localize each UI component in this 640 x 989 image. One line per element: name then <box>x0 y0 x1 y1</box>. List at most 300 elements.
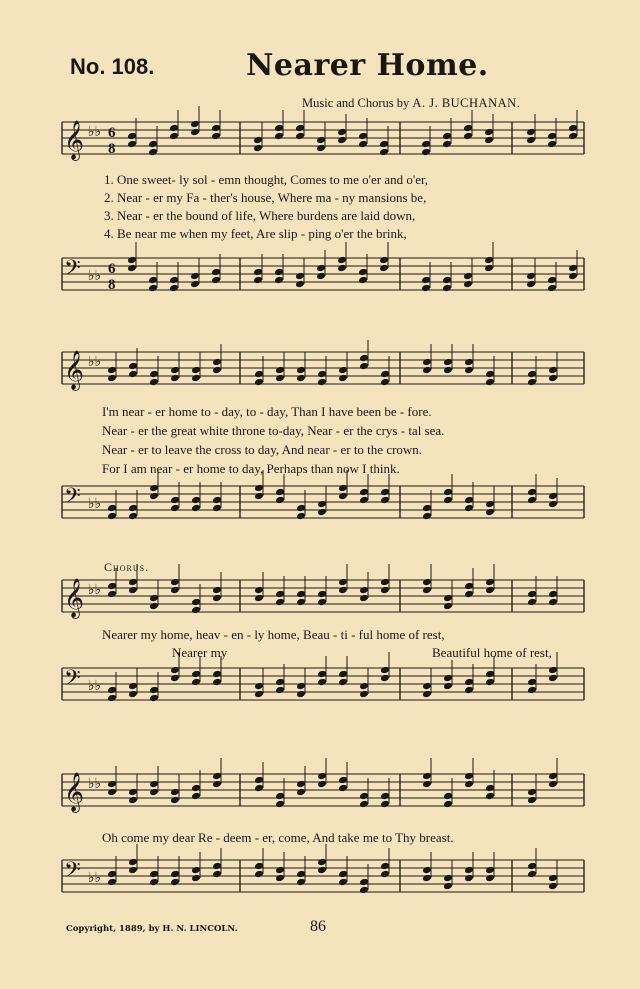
note-head <box>107 788 117 797</box>
key-signature-icon: ♭♭ <box>88 870 102 886</box>
note-head <box>464 590 474 599</box>
note-head <box>170 586 180 595</box>
note-head <box>170 870 180 879</box>
note-head <box>359 594 369 603</box>
note-head <box>464 358 474 367</box>
note-head <box>275 590 285 599</box>
note-head <box>170 578 180 587</box>
note-head <box>379 148 389 157</box>
hymn-title: Nearer Home. <box>246 48 489 83</box>
note-head <box>442 140 452 149</box>
note-head <box>128 866 138 875</box>
note-head <box>275 366 285 375</box>
note-head <box>149 686 159 695</box>
note-head <box>527 590 537 599</box>
chorus-soprano-lyric: Nearer my home, heav - en - ly home, Beau - ti - ful home of rest, <box>102 627 445 642</box>
note-head <box>443 366 453 375</box>
note-head <box>191 496 201 505</box>
note-head <box>358 276 368 285</box>
verse-4-line-1: 4. Be near me when my feet, Are slip - ping o'er the brink, <box>104 226 407 241</box>
note-head <box>211 276 221 285</box>
note-head <box>527 488 537 497</box>
note-head <box>212 358 222 367</box>
note-head <box>484 128 494 137</box>
note-head <box>191 866 201 875</box>
note-head <box>191 670 201 679</box>
note-head <box>464 504 474 513</box>
note-head <box>149 788 159 797</box>
note-head <box>275 686 285 695</box>
note-head <box>317 598 327 607</box>
key-signature-icon: ♭♭ <box>88 268 102 284</box>
note-head <box>359 878 369 887</box>
note-head <box>547 276 557 285</box>
note-head <box>212 772 222 781</box>
note-head <box>443 594 453 603</box>
note-head <box>295 272 305 281</box>
note-head <box>317 508 327 517</box>
verse-2-line-2: Near - er the great white throne to-day, Near - er the crys - tal sea. <box>102 423 445 438</box>
note-head <box>128 512 138 521</box>
note-head <box>337 264 347 273</box>
treble-clef-icon: 𝄞 <box>64 578 85 618</box>
note-head <box>421 140 431 149</box>
note-head <box>190 120 200 129</box>
note-head <box>253 268 263 277</box>
note-head <box>127 264 137 273</box>
note-head <box>526 136 536 145</box>
note-head <box>527 378 537 387</box>
note-head <box>149 484 159 493</box>
note-head <box>380 586 390 595</box>
note-head <box>422 366 432 375</box>
note-head <box>296 788 306 797</box>
note-head <box>485 874 495 883</box>
note-head <box>317 772 327 781</box>
note-head <box>316 136 326 145</box>
note-head <box>568 124 578 133</box>
note-head <box>548 598 558 607</box>
note-head <box>527 686 537 695</box>
note-head <box>191 678 201 687</box>
note-head <box>358 140 368 149</box>
note-head <box>338 870 348 879</box>
credit-prefix: Music and Chorus by <box>302 96 410 110</box>
note-head <box>526 128 536 137</box>
note-head <box>547 284 557 293</box>
note-head <box>485 670 495 679</box>
key-signature-icon: ♭♭ <box>88 678 102 694</box>
note-head <box>464 496 474 505</box>
note-head <box>548 590 558 599</box>
note-head <box>317 670 327 679</box>
note-head <box>128 690 138 699</box>
note-head <box>317 500 327 509</box>
note-head <box>380 578 390 587</box>
note-head <box>191 366 201 375</box>
bass-clef-icon: 𝄢 <box>64 666 81 696</box>
note-head <box>526 280 536 289</box>
note-head <box>464 678 474 687</box>
note-head <box>170 366 180 375</box>
note-head <box>464 772 474 781</box>
note-head <box>169 132 179 141</box>
note-head <box>149 780 159 789</box>
note-head <box>190 280 200 289</box>
note-head <box>127 132 137 141</box>
note-head <box>485 866 495 875</box>
note-head <box>442 132 452 141</box>
note-head <box>149 594 159 603</box>
treble-staff-3 <box>0 576 640 620</box>
note-head <box>128 362 138 371</box>
note-head <box>421 276 431 285</box>
note-head <box>464 874 474 883</box>
note-head <box>422 504 432 513</box>
note-head <box>359 586 369 595</box>
note-head <box>170 504 180 513</box>
note-head <box>149 378 159 387</box>
note-head <box>128 586 138 595</box>
note-head <box>295 124 305 133</box>
note-head <box>548 366 558 375</box>
note-head <box>316 144 326 153</box>
note-head <box>254 776 264 785</box>
verse-4-line-2: For I am near - er home to day, Perhaps than now I think. <box>102 461 400 476</box>
key-signature-icon: ♭♭ <box>88 496 102 512</box>
note-head <box>443 792 453 801</box>
note-head <box>212 594 222 603</box>
note-head <box>568 132 578 141</box>
note-head <box>359 488 369 497</box>
note-head <box>527 678 537 687</box>
note-head <box>380 674 390 683</box>
note-head <box>296 590 306 599</box>
note-head <box>422 866 432 875</box>
note-head <box>443 682 453 691</box>
note-head <box>442 276 452 285</box>
note-head <box>443 488 453 497</box>
note-head <box>274 132 284 141</box>
note-head <box>316 272 326 281</box>
note-head <box>359 354 369 363</box>
note-head <box>127 140 137 149</box>
note-head <box>254 682 264 691</box>
note-head <box>422 690 432 699</box>
treble-clef-icon: 𝄞 <box>64 120 85 160</box>
note-head <box>254 586 264 595</box>
note-head <box>275 488 285 497</box>
note-head <box>191 874 201 883</box>
note-head <box>190 272 200 281</box>
note-head <box>337 128 347 137</box>
note-head <box>485 370 495 379</box>
note-head <box>338 366 348 375</box>
note-head <box>380 378 390 387</box>
note-head <box>359 362 369 371</box>
note-head <box>212 586 222 595</box>
note-head <box>380 666 390 675</box>
note-head <box>527 598 537 607</box>
note-head <box>253 136 263 145</box>
note-head <box>212 780 222 789</box>
note-head <box>212 670 222 679</box>
note-head <box>148 140 158 149</box>
key-signature-icon: ♭♭ <box>88 354 102 370</box>
verse-1-line-2: I'm near - er home to - day, to - day, Than I have been be - fore. <box>102 404 432 419</box>
treble-staff-1 <box>0 118 640 162</box>
note-head <box>275 792 285 801</box>
note-head <box>337 256 347 265</box>
note-head <box>107 870 117 879</box>
note-head <box>254 870 264 879</box>
note-head <box>338 670 348 679</box>
note-head <box>485 378 495 387</box>
note-head <box>548 882 558 891</box>
note-head <box>254 484 264 493</box>
note-head <box>107 590 117 599</box>
note-head <box>463 132 473 141</box>
note-head <box>338 586 348 595</box>
note-head <box>527 496 537 505</box>
note-head <box>422 512 432 521</box>
note-head <box>443 674 453 683</box>
note-head <box>149 694 159 703</box>
note-head <box>275 866 285 875</box>
note-head <box>548 780 558 789</box>
bass-clef-icon: 𝄢 <box>64 256 81 286</box>
note-head <box>211 132 221 141</box>
note-head <box>485 784 495 793</box>
note-head <box>128 504 138 513</box>
note-head <box>107 878 117 887</box>
bass-staff-2 <box>0 482 640 526</box>
key-signature-icon: ♭♭ <box>88 582 102 598</box>
note-head <box>296 780 306 789</box>
note-head <box>275 496 285 505</box>
note-head <box>149 878 159 887</box>
note-head <box>107 582 117 591</box>
note-head <box>274 268 284 277</box>
note-head <box>169 276 179 285</box>
note-head <box>548 772 558 781</box>
note-head <box>485 500 495 509</box>
note-head <box>317 858 327 867</box>
note-head <box>337 136 347 145</box>
note-head <box>254 378 264 387</box>
note-head <box>568 272 578 281</box>
note-head <box>317 780 327 789</box>
note-head <box>148 148 158 157</box>
note-head <box>128 858 138 867</box>
note-head <box>128 682 138 691</box>
note-head <box>359 800 369 809</box>
note-head <box>296 366 306 375</box>
note-head <box>421 148 431 157</box>
note-head <box>170 666 180 675</box>
bass-clef-icon: 𝄢 <box>64 858 81 888</box>
note-head <box>547 132 557 141</box>
treble-clef-icon: 𝄞 <box>64 772 85 812</box>
note-head <box>275 874 285 883</box>
note-head <box>275 598 285 607</box>
note-head <box>107 694 117 703</box>
note-head <box>296 374 306 383</box>
note-head <box>358 132 368 141</box>
note-head <box>170 496 180 505</box>
note-head <box>274 276 284 285</box>
note-head <box>170 374 180 383</box>
note-head <box>316 264 326 273</box>
note-head <box>338 578 348 587</box>
note-head <box>149 370 159 379</box>
note-head <box>253 276 263 285</box>
note-head <box>443 602 453 611</box>
note-head <box>443 800 453 809</box>
note-head <box>484 136 494 145</box>
note-head <box>254 862 264 871</box>
note-head <box>107 780 117 789</box>
note-head <box>212 678 222 687</box>
note-head <box>463 272 473 281</box>
chorus-bass-lyric-left: Nearer my <box>172 645 228 660</box>
note-head <box>296 512 306 521</box>
note-head <box>212 496 222 505</box>
note-head <box>254 690 264 699</box>
key-signature-icon: ♭♭ <box>88 124 102 140</box>
note-head <box>212 366 222 375</box>
note-head <box>548 374 558 383</box>
note-head <box>149 492 159 501</box>
note-head <box>421 284 431 293</box>
note-head <box>148 276 158 285</box>
note-head <box>295 280 305 289</box>
note-head <box>191 606 201 615</box>
chorus-lyric-line-2: Oh come my dear Re - deem - er, come, And take me to Thy breast. <box>102 830 454 845</box>
note-head <box>568 264 578 273</box>
note-head <box>128 796 138 805</box>
verse-3-line-2: Near - er to leave the cross to day, And near - er to the crown. <box>102 442 423 457</box>
note-head <box>527 796 537 805</box>
note-head <box>485 586 495 595</box>
bass-staff-4 <box>0 856 640 900</box>
note-head <box>338 484 348 493</box>
note-head <box>380 862 390 871</box>
note-head <box>379 256 389 265</box>
note-head <box>380 496 390 505</box>
note-head <box>169 284 179 293</box>
note-head <box>254 594 264 603</box>
note-head <box>149 870 159 879</box>
note-head <box>338 374 348 383</box>
note-head <box>212 504 222 513</box>
verse-3-line-1: 3. Near - er the bound of life, Where burdens are laid down, <box>104 208 416 223</box>
note-head <box>380 792 390 801</box>
note-head <box>464 866 474 875</box>
note-head <box>317 866 327 875</box>
note-head <box>485 578 495 587</box>
note-head <box>359 682 369 691</box>
note-head <box>485 508 495 517</box>
note-head <box>338 878 348 887</box>
verse-2-line-1: 2. Near - er my Fa - ther's house, Where ma - ny mansions be, <box>104 190 427 205</box>
note-head <box>274 124 284 133</box>
note-head <box>275 678 285 687</box>
note-head <box>464 686 474 695</box>
note-head <box>317 678 327 687</box>
chorus-bass-lyric-right: Beautiful home of rest, <box>432 645 552 660</box>
note-head <box>485 792 495 801</box>
note-head <box>275 800 285 809</box>
note-head <box>107 504 117 513</box>
note-head <box>484 264 494 273</box>
note-head <box>464 582 474 591</box>
note-head <box>548 674 558 683</box>
time-signature-top: 6 <box>108 261 116 277</box>
note-head <box>379 140 389 149</box>
note-head <box>212 862 222 871</box>
note-head <box>211 268 221 277</box>
note-head <box>296 504 306 513</box>
note-head <box>422 772 432 781</box>
note-head <box>170 878 180 887</box>
note-head <box>191 504 201 513</box>
note-head <box>128 578 138 587</box>
note-head <box>295 132 305 141</box>
time-signature-top: 6 <box>108 125 116 141</box>
note-head <box>127 256 137 265</box>
note-head <box>380 800 390 809</box>
note-head <box>338 678 348 687</box>
note-head <box>527 370 537 379</box>
note-head <box>443 358 453 367</box>
note-head <box>107 512 117 521</box>
note-head <box>296 878 306 887</box>
note-head <box>338 492 348 501</box>
note-head <box>547 140 557 149</box>
note-head <box>422 358 432 367</box>
note-head <box>359 792 369 801</box>
note-head <box>275 374 285 383</box>
note-head <box>527 870 537 879</box>
note-head <box>170 796 180 805</box>
composer-credit <box>302 96 520 111</box>
note-head <box>317 590 327 599</box>
note-head <box>296 690 306 699</box>
copyright-notice: Copyright, 1889, by H. N. LINCOLN. <box>66 924 238 934</box>
bass-staff-1 <box>0 254 640 298</box>
note-head <box>443 496 453 505</box>
note-head <box>359 690 369 699</box>
note-head <box>128 788 138 797</box>
note-head <box>296 598 306 607</box>
key-signature-icon: ♭♭ <box>88 776 102 792</box>
note-head <box>338 784 348 793</box>
note-head <box>317 370 327 379</box>
note-head <box>464 780 474 789</box>
bass-staff-3 <box>0 664 640 708</box>
bass-clef-icon: 𝄢 <box>64 484 81 514</box>
hymn-number: No. 108. <box>70 54 155 79</box>
composer-name: A. J. BUCHANAN. <box>412 96 521 110</box>
note-head <box>422 874 432 883</box>
note-head <box>548 500 558 509</box>
note-head <box>379 264 389 273</box>
note-head <box>443 882 453 891</box>
note-head <box>526 272 536 281</box>
note-head <box>148 284 158 293</box>
chorus-label: Chorus. <box>104 560 150 574</box>
